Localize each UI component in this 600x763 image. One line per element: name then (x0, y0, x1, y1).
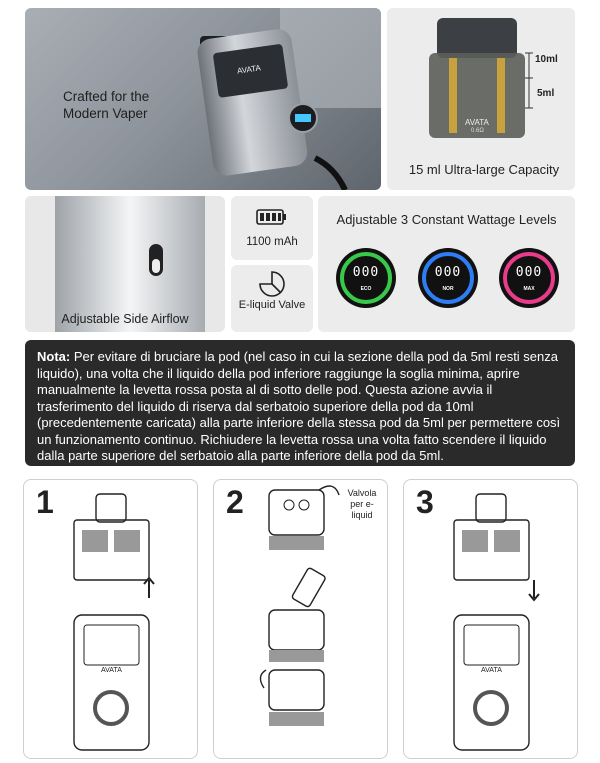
step-2-card (213, 479, 388, 759)
step-2-caption: Valvola per e-liquid (347, 488, 377, 520)
pod-brand: AVATA (465, 118, 489, 127)
step-1-brand: AVATA (101, 667, 122, 674)
valve-text: E-liquid Valve (238, 299, 306, 311)
battery-text: 1100 mAh (246, 236, 298, 248)
device-brand: AVATA (236, 63, 262, 76)
note-box (25, 340, 575, 466)
step-1-number: 1 (36, 484, 54, 520)
hero-text: Crafted for the Modern Vaper (63, 89, 150, 121)
note-label: Nota: (37, 349, 71, 364)
step-3-brand: AVATA (481, 667, 502, 674)
note-body: Per evitare di bruciare la pod (nel caso in cui la sezione della pod da 5ml resti senza liquido), una volta che il liquido della pod inferiore raggiunge la soglia minima, aprire manualmente la levetta rossa posta al di sotto delle pod. Questa azione avvia il trasferimento del liquido di riserva dal serbatoio superiore della pod da 10ml (precedentemente caricata) alla parte inferiore della stessa pod da 5ml per permettere così un funzionamento continuo. Richiudere la levetta rossa una volta fatto scendere il liquido dalla parte superiore del serbatoio alla parte inferiore della pod da 5ml. (37, 349, 561, 463)
max-digits: 000 (515, 265, 543, 280)
max-label: MAX (523, 286, 535, 292)
eco-digits: 000 (352, 265, 380, 280)
battery-icon (231, 204, 313, 234)
nor-digits: 000 (434, 265, 462, 280)
eco-label: ECO (360, 286, 372, 292)
step-3-illustration (404, 480, 577, 758)
eco-mode-dial (336, 248, 396, 308)
pod-label-10ml: 10ml (535, 54, 558, 65)
step-2-number: 2 (226, 484, 244, 520)
nor-mode-dial (418, 248, 478, 308)
wattage-panel (318, 196, 575, 332)
battery-panel (231, 196, 313, 260)
hero-panel (25, 8, 381, 190)
step-1-card (23, 479, 198, 759)
valve-icon (231, 269, 313, 299)
pod-label-5ml: 5ml (537, 88, 555, 99)
step-3-number: 3 (416, 484, 434, 520)
wattage-title: Adjustable 3 Constant Wattage Levels (336, 212, 557, 227)
nor-label: NOR (442, 286, 454, 292)
max-mode-dial (499, 248, 559, 308)
step-3-card (403, 479, 578, 759)
airflow-panel (25, 196, 225, 332)
valve-panel (231, 265, 313, 332)
airflow-text: Adjustable Side Airflow (61, 312, 189, 326)
step-2-illustration (214, 480, 387, 758)
capacity-panel (387, 8, 575, 190)
pod-ohm: 0.6Ω (471, 128, 484, 134)
capacity-text: 15 ml Ultra-large Capacity (408, 162, 560, 177)
device-illustration (25, 8, 381, 190)
step-1-illustration (24, 480, 197, 758)
